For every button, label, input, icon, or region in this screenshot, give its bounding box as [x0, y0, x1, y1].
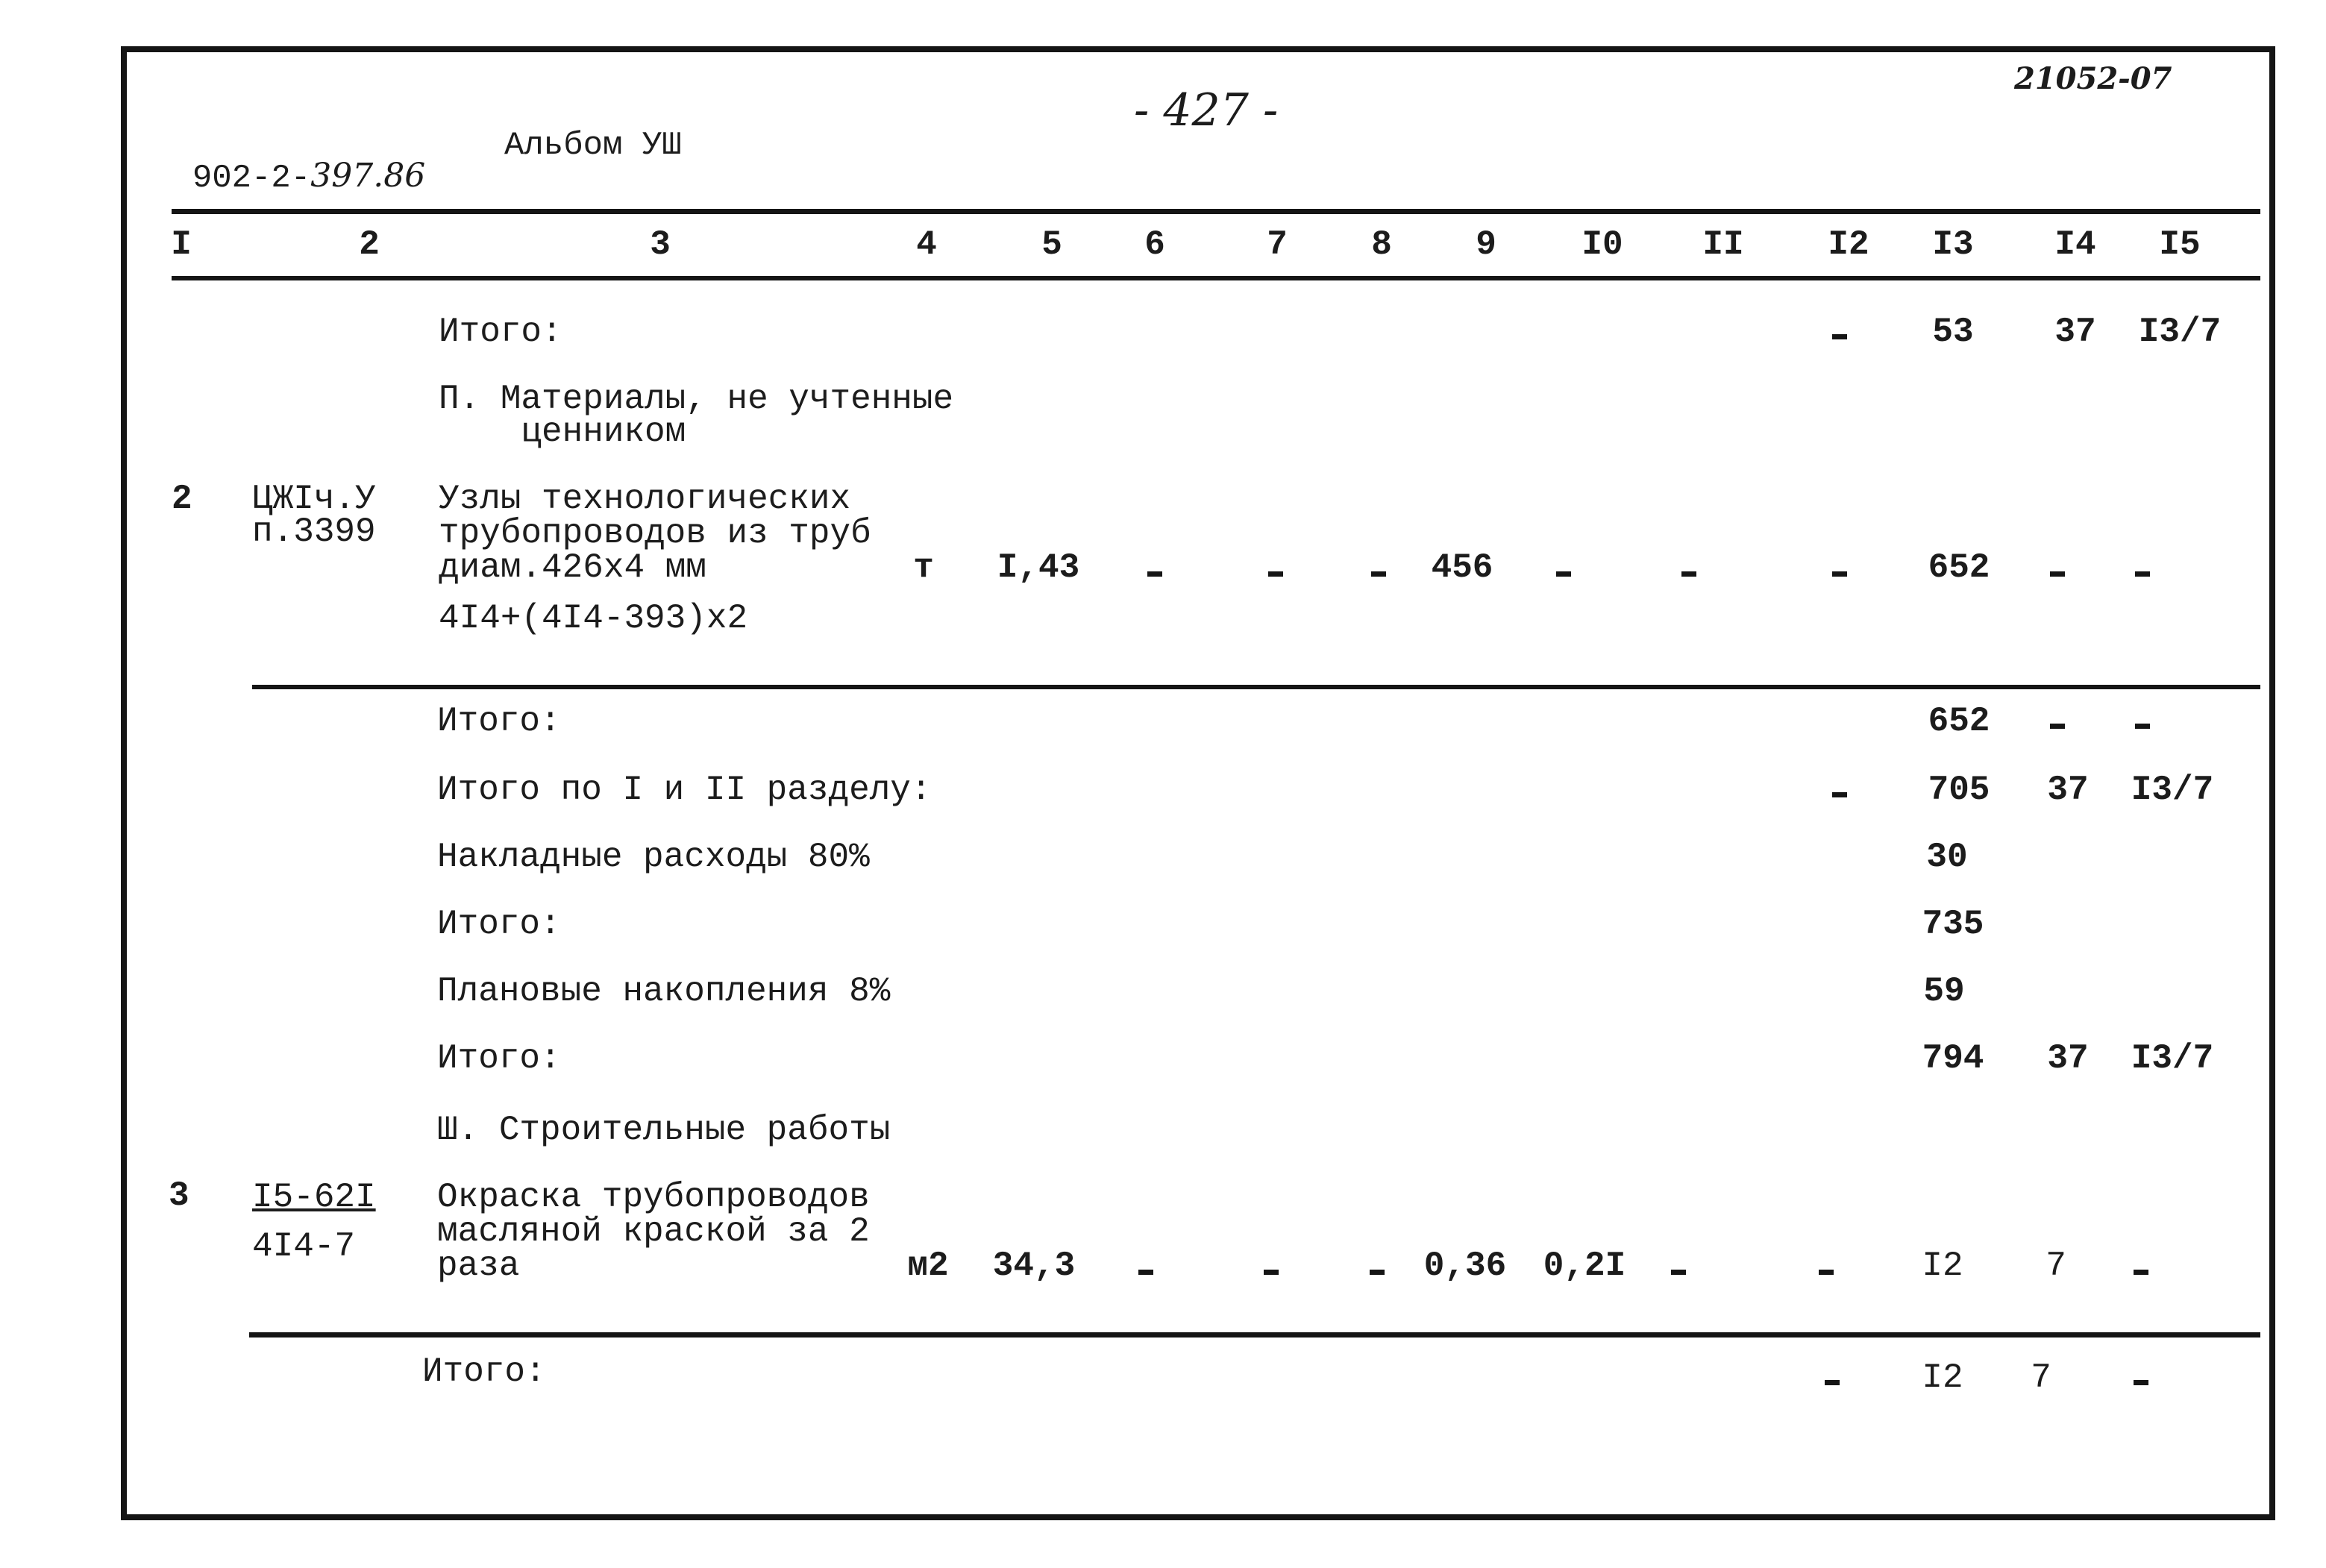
cell-c13: 652 [1928, 548, 1990, 587]
dash-mark [2050, 724, 2065, 729]
cell-c13: 735 [1922, 905, 1984, 944]
cell-c15: I3/7 [2131, 1039, 2214, 1078]
column-header: 2 [359, 225, 380, 264]
cell-c14: 7 [2031, 1358, 2051, 1397]
column-header: 8 [1371, 225, 1392, 264]
cell-c13: 59 [1923, 972, 1965, 1011]
cell-qty: 34,3 [992, 1246, 1076, 1285]
cell-c9: 0,36 [1423, 1246, 1507, 1285]
cell-c13: 30 [1926, 838, 1968, 876]
column-header: 5 [1041, 225, 1062, 264]
column-header: 9 [1476, 225, 1496, 264]
dash-mark [2135, 571, 2150, 577]
cell-c14: 37 [2054, 313, 2096, 351]
sheet-number: 21052-07 [2014, 61, 2172, 96]
header-bottom-rule [172, 276, 2260, 280]
item-desc-line: диам.426х4 мм [439, 548, 706, 587]
item-number: 3 [169, 1176, 189, 1215]
header-top-rule [172, 209, 2260, 214]
row-label: Итого: [439, 313, 562, 351]
column-header: I3 [1932, 225, 1974, 264]
cell-c10: 0,2I [1543, 1246, 1626, 1285]
cell-c15: I3/7 [2131, 771, 2214, 809]
column-header: 4 [916, 225, 937, 264]
cell-c13: 705 [1928, 771, 1990, 809]
column-header: I2 [1828, 225, 1869, 264]
dash-mark [1371, 571, 1386, 577]
cell-c13: 794 [1922, 1039, 1984, 1078]
item-desc-line: трубопроводов из труб [439, 514, 871, 553]
dash-mark [1138, 1270, 1153, 1275]
dash-mark [1832, 334, 1847, 339]
item-desc-line: Окраска трубопроводов [437, 1178, 870, 1217]
column-header: I0 [1582, 225, 1623, 264]
document-code [153, 127, 425, 195]
cell-c14: 7 [2046, 1246, 2066, 1285]
dash-mark [1264, 1270, 1279, 1275]
dash-mark [1556, 571, 1571, 577]
document-code-prefix: 902-2- [192, 160, 311, 197]
dash-mark [2050, 571, 2065, 577]
column-header: I5 [2159, 225, 2201, 264]
dash-mark [2135, 724, 2150, 729]
item-code-line: п.3399 [252, 512, 376, 551]
item-desc-line: масляной краской за 2 [437, 1212, 870, 1251]
cell-c15: I3/7 [2138, 313, 2222, 351]
item-code-line: ЦЖIч.У [252, 480, 376, 518]
item-desc-line: Узлы технологических [439, 480, 851, 518]
cell-c14: 37 [2047, 771, 2089, 809]
row-label: Итого: [422, 1352, 546, 1391]
item-code-line: I5-62I [252, 1178, 376, 1217]
dash-mark [2134, 1380, 2148, 1385]
dash-mark [1825, 1380, 1840, 1385]
row-label: Итого по I и II разделу: [437, 771, 932, 809]
cell-unit: м2 [907, 1246, 949, 1285]
dash-mark [1819, 1270, 1834, 1275]
cell-unit: т [913, 548, 934, 587]
cell-qty: I,43 [997, 548, 1080, 587]
document-code-handwritten: 397.86 [310, 157, 426, 195]
dash-mark [2134, 1270, 2148, 1275]
column-header: I [171, 225, 192, 264]
section-rule [249, 1332, 2260, 1337]
row-label: Итого: [437, 905, 561, 944]
item-code-line: 4I4-7 [252, 1227, 356, 1266]
column-header: 6 [1144, 225, 1165, 264]
dash-mark [1268, 571, 1283, 577]
page-number: - 427 - [1134, 84, 1279, 137]
column-header: 7 [1267, 225, 1288, 264]
cell-c9: 456 [1431, 548, 1493, 587]
section-title-line: П. Материалы, не учтенные [439, 380, 954, 418]
row-label: Накладные расходы 80% [437, 838, 870, 876]
section-title-line: ценником [439, 413, 686, 451]
item-number: 2 [172, 480, 192, 518]
cell-c13: I2 [1922, 1246, 1963, 1285]
cell-c13: I2 [1922, 1358, 1963, 1397]
row-label: Плановые накопления 8% [437, 972, 891, 1011]
column-header: I4 [2054, 225, 2096, 264]
item-desc-line: раза [437, 1246, 520, 1285]
row-label: Итого: [437, 702, 561, 741]
row-label: Итого: [437, 1039, 561, 1078]
dash-mark [1681, 571, 1696, 577]
dash-mark [1147, 571, 1162, 577]
dash-mark [1832, 571, 1847, 577]
item-formula: 4I4+(4I4-393)x2 [439, 599, 748, 638]
cell-c13: 53 [1932, 313, 1974, 351]
album-label: Альбом УШ [504, 127, 682, 164]
section-title: Ш. Строительные работы [437, 1111, 891, 1150]
dash-mark [1671, 1270, 1686, 1275]
dash-mark [1832, 792, 1847, 797]
dash-mark [1370, 1270, 1385, 1275]
column-header: II [1702, 225, 1744, 264]
section-rule [252, 685, 2260, 689]
cell-c13: 652 [1928, 702, 1990, 741]
cell-c14: 37 [2047, 1039, 2089, 1078]
column-header: 3 [650, 225, 671, 264]
